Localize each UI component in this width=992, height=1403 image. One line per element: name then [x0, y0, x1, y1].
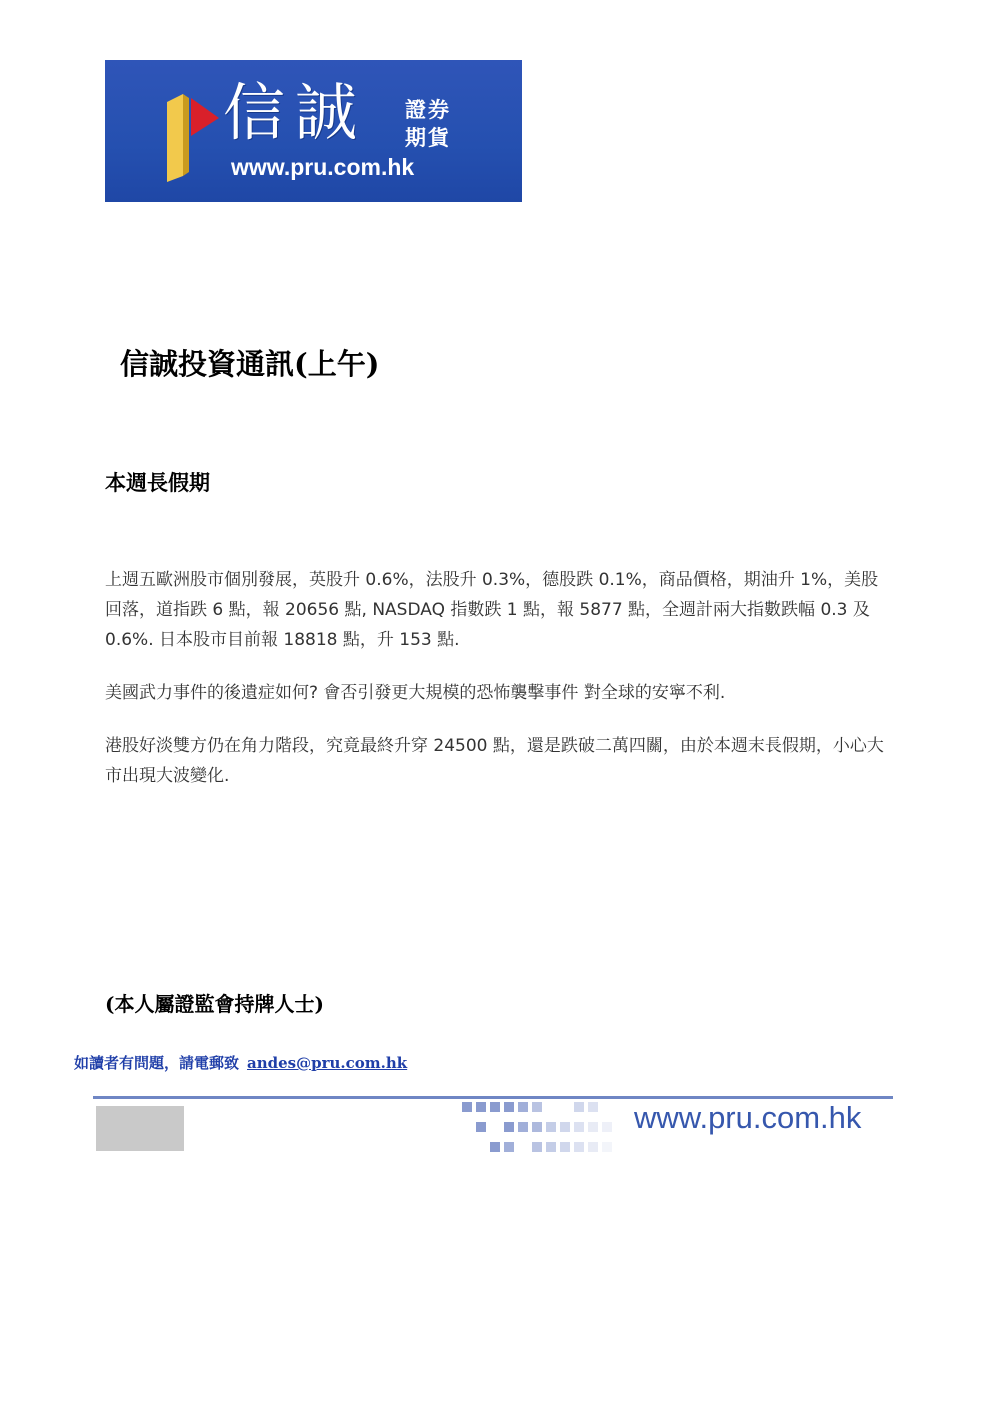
footer-divider: [93, 1096, 893, 1099]
footer-placeholder-block: [96, 1106, 184, 1151]
logo-mark-icon: [157, 84, 227, 184]
page-title: 信誠投資通訊(上午): [120, 347, 380, 381]
logo-url: www.pru.com.hk: [231, 154, 415, 180]
article-body: [105, 565, 895, 814]
contact-text: 如讀者有問題，請電郵致: [74, 1054, 240, 1072]
section-heading: 本週長假期: [105, 471, 210, 495]
footer-dot-pattern-icon: [460, 1102, 630, 1154]
logo-subtitle-line1: 證券: [405, 98, 451, 122]
company-logo: [105, 60, 522, 202]
contact-email-link[interactable]: andes@pru.com.hk: [247, 1054, 408, 1072]
license-note: (本人屬證監會持牌人士): [105, 992, 324, 1016]
logo-subtitle: [405, 96, 475, 152]
paragraph-hk-stocks: 港股好淡雙方仍在角力階段，究竟最終升穿 24500 點，還是跌破二萬四關，由於本週末長假期，小心大市出現大波變化.: [105, 736, 884, 786]
footer-url: www.pru.com.hk: [634, 1100, 862, 1135]
logo-subtitle-line2: 期貨: [405, 126, 451, 150]
paragraph-market-summary: 上週五歐洲股市個別發展，英股升 0.6%，法股升 0.3%，德股跌 0.1%，商品價格，期油升 1%，美股回落，道指跌 6 點，報 20656 點, NASDAQ 指數跌 1 點，報 5877 點，全週計兩大指數跌幅 0.3 及 0.6%. 日本股市目前報 18818 點，升 153 點.: [105, 570, 879, 650]
contact-line: [74, 1052, 407, 1073]
paragraph-us-military: 美國武力事件的後遺症如何? 會否引發更大規模的恐怖襲擊事件 對全球的安寧不利.: [105, 683, 726, 703]
logo-brand-text: 信誠: [223, 76, 368, 149]
